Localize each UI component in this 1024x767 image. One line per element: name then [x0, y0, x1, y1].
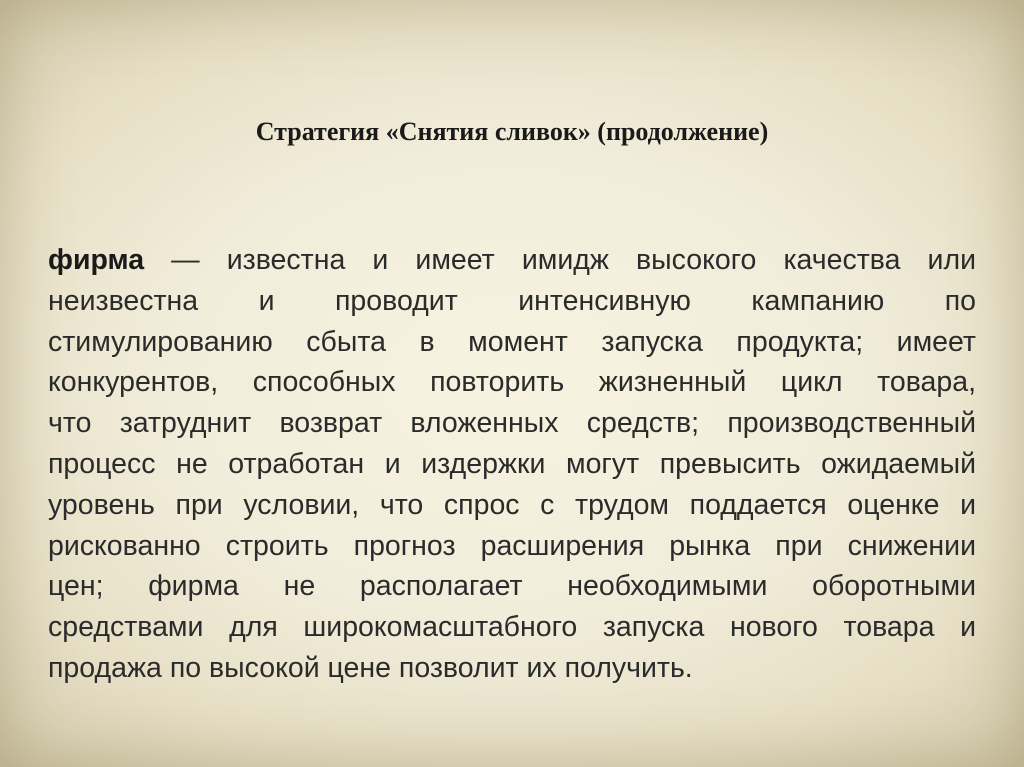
- body-line-9: цен; фирма не располагает необходимыми оборотными: [48, 570, 976, 603]
- body-line-3: стимулированию сбыта в момент запуска продукта; имеет: [48, 325, 976, 358]
- body-lead-word: фирма: [48, 244, 145, 276]
- body-line-6: процесс не отработан и издержки могут превысить ожидаемый: [48, 447, 976, 480]
- body-line-7: уровень при условии, что спрос с трудом поддается оценке и: [48, 488, 976, 521]
- body-line-11: продажа по высокой цене позволит их получить.: [48, 651, 693, 684]
- slide-title: Стратегия «Снятия сливок» (продолжение): [255, 117, 769, 146]
- body-line-1: [48, 240, 976, 281]
- body-line-2: неизвестна и проводит интенсивную кампанию по: [48, 284, 976, 317]
- body-line-1-text: — известна и имеет имидж высокого качества или: [144, 244, 976, 276]
- body-line-8: рискованно строить прогноз расширения рынка при снижении: [48, 529, 976, 562]
- body-line-4: конкурентов, способных повторить жизненный цикл товара,: [48, 366, 976, 399]
- body-line-10: средствами для широкомасштабного запуска нового товара и: [48, 611, 976, 644]
- body-line-5: что затруднит возврат вложенных средств; производственный: [48, 407, 976, 440]
- slide-body-paragraph: [48, 240, 976, 689]
